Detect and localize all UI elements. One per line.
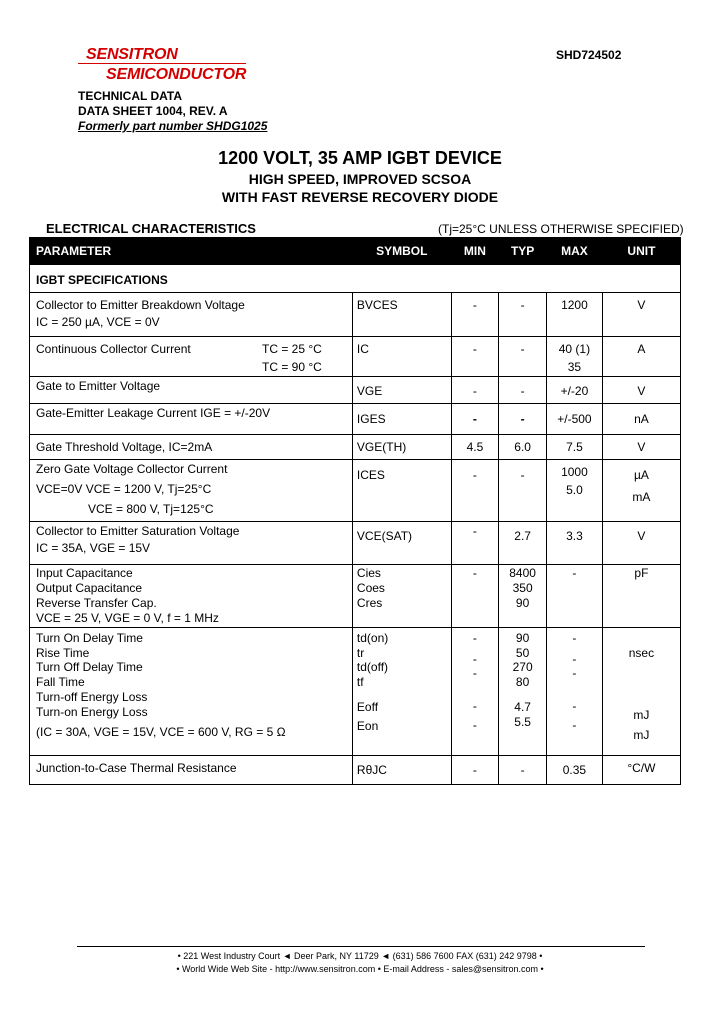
min-3: - — [472, 666, 477, 681]
part-number: SHD724502 — [556, 48, 622, 62]
table-row — [30, 460, 681, 522]
document-title: 1200 VOLT, 35 AMP IGBT DEVICE — [218, 148, 502, 168]
unit-cell: pF — [602, 565, 680, 628]
header-unit: UNIT — [602, 238, 680, 265]
param-label-1: Input Capacitance — [36, 566, 133, 580]
unit-cell: V — [602, 377, 680, 404]
max-4: - — [572, 699, 577, 714]
min-cell: 4.5 — [451, 435, 499, 460]
unit-cell: A — [602, 337, 680, 377]
footer-web: • World Wide Web Site - http://www.sensitron.com • E-mail Address - sales@sensitron.com • — [176, 964, 544, 974]
min-1: - — [472, 631, 477, 645]
unit-2: mJ — [633, 707, 650, 722]
formerly-label: Formerly part number SHDG1025 — [78, 119, 268, 133]
unit-cell: nA — [602, 404, 680, 435]
min-cell: - — [451, 522, 499, 565]
param-label: Gate Threshold Voltage, IC=2mA — [30, 435, 353, 460]
header-symbol: SYMBOL — [352, 238, 451, 265]
table-row — [30, 565, 681, 628]
symbol-1: td(on) — [356, 631, 389, 645]
typ-3: 270 — [512, 660, 533, 675]
max-cell-2: 35 — [567, 360, 582, 374]
unit-1: nsec — [628, 646, 655, 660]
param-condition-1: VCE=0V VCE = 1200 V, Tj=25°C — [36, 482, 212, 496]
table-header-row — [30, 238, 681, 265]
max-2: - — [572, 651, 577, 666]
symbol-cell: IGES — [352, 404, 451, 435]
param-label-2: Rise Time — [36, 645, 90, 660]
min-2: - — [472, 651, 477, 666]
param-label-5: Turn-off Energy Loss — [36, 689, 148, 704]
footer-address: • 221 West Industry Court ◄ Deer Park, NY 11729 ◄ (631) 586 7600 FAX (631) 242 9798 • — [177, 951, 543, 961]
typ-2: 350 — [512, 581, 533, 595]
min-cell: - — [451, 293, 499, 337]
max-cell-2: 5.0 — [566, 483, 583, 497]
symbol-cell: BVCES — [352, 293, 451, 337]
typ-cell: - — [499, 404, 547, 435]
document-subtitle-1: HIGH SPEED, IMPROVED SCSOA — [248, 171, 472, 187]
unit-3: mJ — [633, 728, 650, 743]
typ-1: 90 — [515, 631, 530, 645]
technical-data-label: TECHNICAL DATA — [78, 89, 182, 103]
typ-cell: - — [499, 293, 547, 337]
typ-3: 90 — [515, 596, 530, 610]
group-label: IGBT SPECIFICATIONS — [30, 265, 681, 293]
section-condition: (Tj=25°C UNLESS OTHERWISE SPECIFIED) — [438, 222, 684, 236]
symbol-4: tf — [356, 675, 364, 690]
typ-cell: - — [499, 756, 547, 785]
min-cell: - — [451, 565, 499, 628]
unit-cell: V — [602, 293, 680, 337]
param-label: Collector to Emitter Breakdown Voltage — [36, 298, 245, 312]
table-row — [30, 377, 681, 404]
symbol-cell: VCE(SAT) — [352, 522, 451, 565]
typ-cell: 6.0 — [499, 435, 547, 460]
company-logo-line1: SENSITRON — [86, 46, 178, 63]
unit-cell: V — [602, 435, 680, 460]
param-condition-1: TC = 25 °C — [262, 342, 322, 356]
param-label: Zero Gate Voltage Collector Current — [36, 462, 228, 476]
max-cell: 7.5 — [547, 435, 603, 460]
param-condition: IC = 35A, VGE = 15V — [36, 541, 151, 555]
max-cell: - — [547, 565, 603, 628]
typ-4: 80 — [515, 675, 530, 690]
max-cell: 3.3 — [547, 522, 603, 565]
typ-5: 4.7 — [514, 699, 531, 714]
max-cell-1: 40 (1) — [558, 342, 591, 356]
param-condition: IC = 250 µA, VCE = 0V — [36, 315, 160, 329]
max-cell: 0.35 — [547, 756, 603, 785]
symbol-cell: ICES — [352, 460, 451, 522]
min-cell: - — [451, 460, 499, 522]
table-row — [30, 756, 681, 785]
typ-2: 50 — [515, 645, 530, 660]
typ-6: 5.5 — [514, 714, 531, 729]
table-row — [30, 628, 681, 756]
param-condition: (IC = 30A, VGE = 15V, VCE = 600 V, RG = 5 Ω — [36, 725, 286, 740]
header-parameter: PARAMETER — [30, 238, 353, 265]
param-label-3: Turn Off Delay Time — [36, 660, 143, 675]
symbol-cell: RθJC — [352, 756, 451, 785]
min-5: - — [472, 717, 477, 732]
symbol-3: Cres — [356, 596, 383, 610]
table-row — [30, 435, 681, 460]
param-label: Continuous Collector Current — [36, 342, 191, 356]
table-row — [30, 522, 681, 565]
min-cell: - — [451, 404, 499, 435]
symbol-cell: VGE — [352, 377, 451, 404]
header-min: MIN — [451, 238, 499, 265]
table-row — [30, 337, 681, 377]
typ-cell: - — [499, 460, 547, 522]
param-label-6: Turn-on Energy Loss — [36, 704, 148, 719]
spec-table — [29, 237, 681, 785]
document-subtitle-2: WITH FAST REVERSE RECOVERY DIODE — [221, 189, 499, 205]
datasheet-label: DATA SHEET 1004, REV. A — [78, 104, 228, 118]
header-max: MAX — [547, 238, 603, 265]
max-cell: 1200 — [547, 293, 603, 337]
min-cell: - — [451, 337, 499, 377]
max-cell: +/-500 — [547, 404, 603, 435]
param-condition-2: TC = 90 °C — [262, 360, 322, 374]
param-label: Collector to Emitter Saturation Voltage — [36, 524, 240, 538]
param-label-3: Reverse Transfer Cap. — [36, 596, 157, 610]
param-label: Junction-to-Case Thermal Resistance — [30, 756, 353, 785]
symbol-3: td(off) — [356, 660, 389, 675]
param-label-2: Output Capacitance — [36, 581, 143, 595]
param-label: Gate to Emitter Voltage — [30, 377, 353, 404]
header-typ: TYP — [499, 238, 547, 265]
company-logo-line2: SEMICONDUCTOR — [106, 66, 247, 83]
unit-cell: °C/W — [602, 756, 680, 785]
symbol-2: tr — [356, 645, 365, 660]
symbol-cell: IC — [352, 337, 451, 377]
symbol-cell: VGE(TH) — [352, 435, 451, 460]
table-row — [30, 404, 681, 435]
unit-cell: V — [602, 522, 680, 565]
param-condition-2: VCE = 800 V, Tj=125°C — [88, 502, 214, 516]
min-cell: - — [451, 756, 499, 785]
unit-cell-1: µA — [633, 468, 649, 482]
typ-cell: 2.7 — [499, 522, 547, 565]
max-5: - — [572, 717, 577, 732]
symbol-5: Eoff — [356, 699, 379, 714]
min-cell: - — [451, 377, 499, 404]
param-label-1: Turn On Delay Time — [36, 631, 143, 645]
symbol-2: Coes — [356, 581, 385, 595]
typ-cell: - — [499, 337, 547, 377]
footer-rule — [77, 946, 645, 947]
symbol-1: Cies — [356, 566, 381, 580]
symbol-6: Eon — [356, 718, 379, 733]
min-4: - — [472, 699, 477, 714]
param-label-4: Fall Time — [36, 675, 85, 690]
max-cell-1: 1000 — [561, 465, 588, 479]
table-row — [30, 293, 681, 337]
group-row — [30, 265, 681, 293]
section-heading: ELECTRICAL CHARACTERISTICS — [46, 221, 256, 236]
max-3: - — [572, 666, 577, 681]
max-cell: +/-20 — [547, 377, 603, 404]
param-label: Gate-Emitter Leakage Current IGE = +/-20V — [30, 404, 353, 435]
max-1: - — [572, 631, 577, 645]
typ-1: 8400 — [509, 566, 536, 580]
param-condition: VCE = 25 V, VGE = 0 V, f = 1 MHz — [36, 611, 219, 625]
typ-cell: - — [499, 377, 547, 404]
unit-cell-2: mA — [632, 490, 651, 504]
